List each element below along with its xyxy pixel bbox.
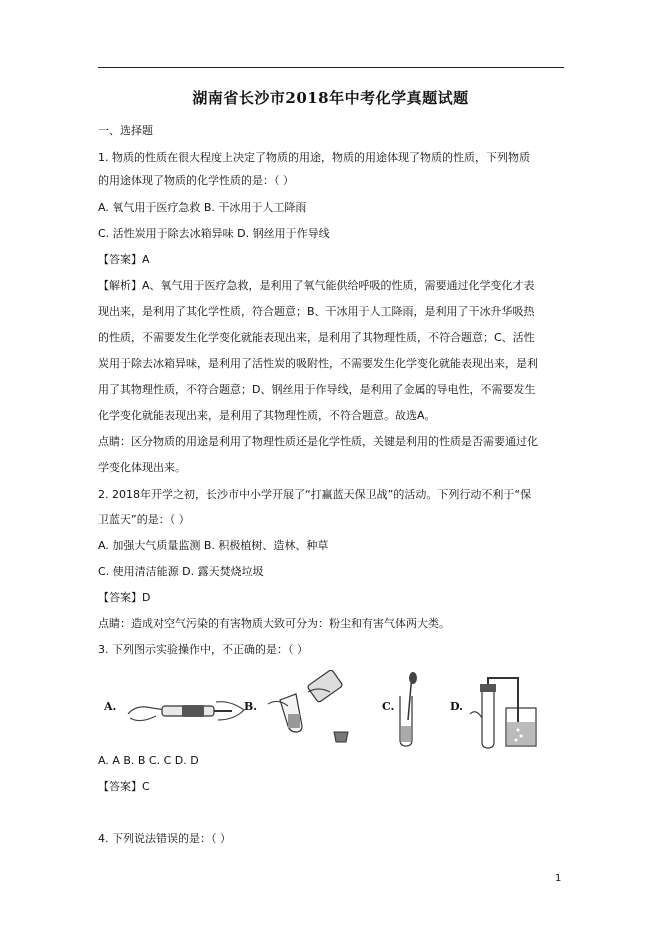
q1-analysis-line: 用了其物理性质，不符合题意；D、钢丝用于作导线，是利用了金属的导电性，不需要发生 xyxy=(98,383,536,396)
q2-comment: 点睛：造成对空气污染的有害物质大致可分为：粉尘和有害气体两大类。 xyxy=(98,617,450,630)
q1-stem-line2: 的用途体现了物质的化学性质的是：（ ） xyxy=(98,174,294,187)
dropper-in-test-tube-illustration xyxy=(396,670,436,750)
q2-stem-line2: 卫蓝天”的是：（ ） xyxy=(98,513,190,526)
airtightness-check-illustration xyxy=(466,674,538,750)
q1-analysis-line: 炭用于除去冰箱异味，是利用了活性炭的吸附性，不需要发生化学变化就能表现出来，是利 xyxy=(98,357,538,370)
q2-answer: 【答案】D xyxy=(98,591,151,604)
q2-options-line1: A. 加强大气质量监测 B. 积极植树、造林、种草 xyxy=(98,539,329,552)
q1-comment-line1: 点睛：区分物质的用途是利用了物理性质还是化学性质，关键是利用的性质是否需要通过化 xyxy=(98,435,538,448)
figure-label-a: A. xyxy=(104,700,117,713)
q3-options: A. A B. B C. C D. D xyxy=(98,754,199,767)
q1-analysis-line: 【解析】A、氧气用于医疗急救，是利用了氧气能供给呼吸的性质，需要通过化学变化才表 xyxy=(98,279,535,292)
q4-stem: 4. 下列说法错误的是：（ ） xyxy=(98,832,231,845)
figure-label-c: C. xyxy=(382,700,395,713)
section-heading: 一、选择题 xyxy=(98,124,153,137)
q1-answer: 【答案】A xyxy=(98,253,150,266)
q1-stem-line1: 1. 物质的性质在很大程度上决定了物质的用途，物质的用途体现了物质的性质，下列物质 xyxy=(98,151,530,164)
q2-options-line2: C. 使用清洁能源 D. 露天焚烧垃圾 xyxy=(98,565,264,578)
page-title: 湖南省长沙市2018年中考化学真题试题 xyxy=(192,89,469,107)
glass-tube-connection-illustration xyxy=(122,690,252,730)
pouring-liquid-illustration xyxy=(258,670,368,750)
q2-stem-line1: 2. 2018年开学之初，长沙市中小学开展了“打赢蓝天保卫战”的活动。下列行动不利于“保 xyxy=(98,488,532,501)
q3-stem: 3. 下列图示实验操作中，不正确的是：（ ） xyxy=(98,643,308,656)
q1-comment-line2: 学变化体现出来。 xyxy=(98,461,186,474)
q1-options-line1: A. 氧气用于医疗急救 B. 干冰用于人工降雨 xyxy=(98,201,307,214)
page-number: 1 xyxy=(555,873,562,884)
q1-options-line2: C. 活性炭用于除去冰箱异味 D. 钢丝用于作导线 xyxy=(98,227,330,240)
q3-answer: 【答案】C xyxy=(98,780,150,793)
figure-label-b: B. xyxy=(244,700,258,713)
figure-label-d: D. xyxy=(450,700,463,713)
q1-analysis-line: 化学变化就能表现出来，是利用了其物理性质，不符合题意。故选A。 xyxy=(98,409,436,422)
header-rule xyxy=(98,67,564,68)
q1-analysis-line: 现出来，是利用了其化学性质，符合题意；B、干冰用于人工降雨，是利用了干冰升华吸热 xyxy=(98,305,535,318)
q1-analysis-line: 的性质，不需要发生化学变化就能表现出来，是利用了其物理性质，不符合题意；C、活性 xyxy=(98,331,535,344)
q3-figure-row xyxy=(98,670,564,750)
